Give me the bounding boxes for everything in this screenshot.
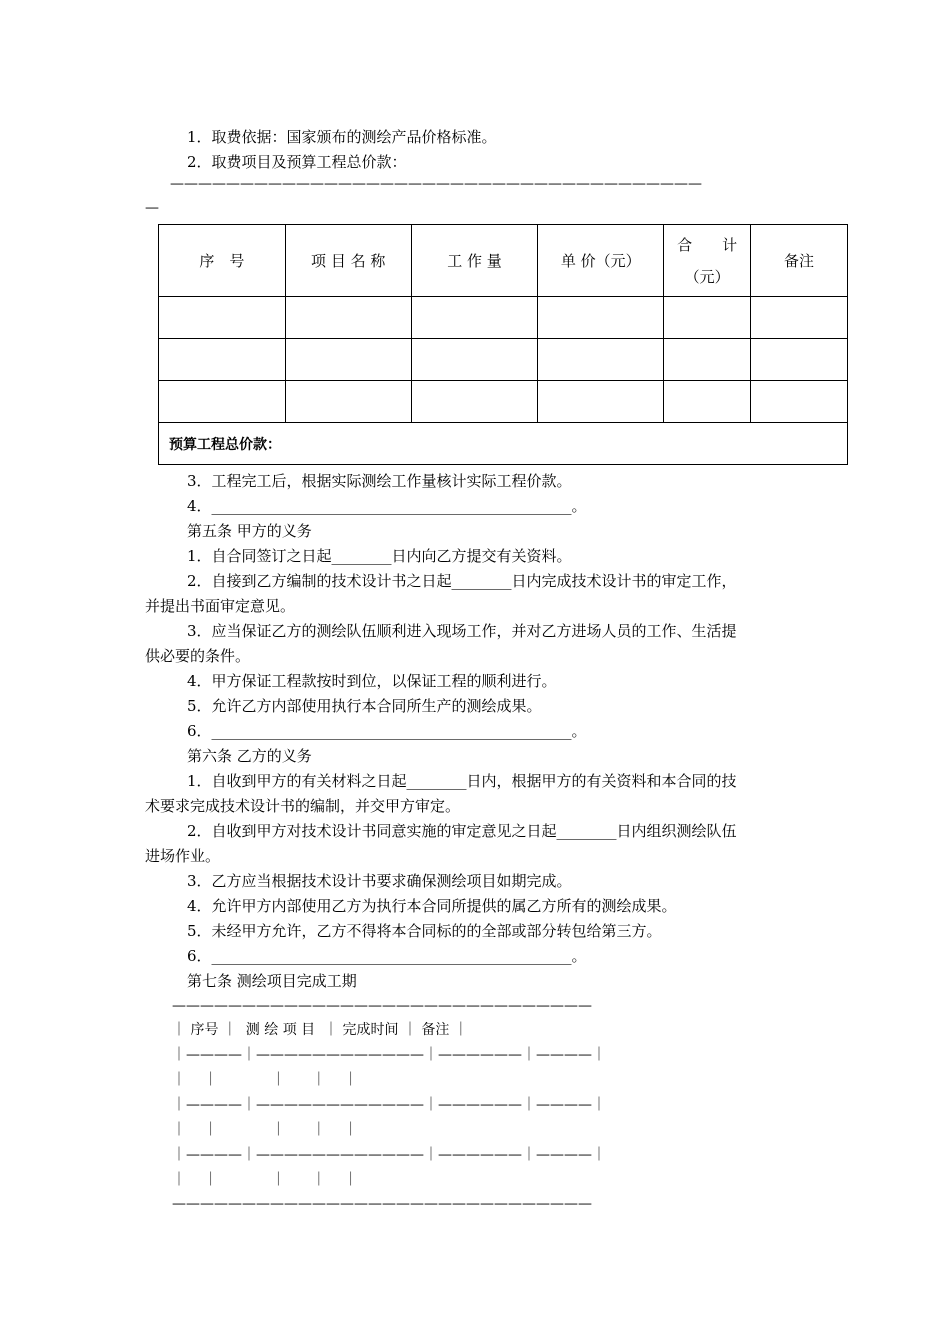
article6-item5: 5．未经甲方允许，乙方不得将本合同标的的全部或部分转包给第三方。 (187, 922, 662, 940)
article5-item2-cont: 并提出书面审定意见。 (145, 597, 296, 615)
article5-item4: 4．甲方保证工程款按时到位，以保证工程的顺利进行。 (187, 672, 557, 690)
table-cell (411, 381, 538, 423)
fee-table-header-row (159, 225, 848, 297)
fee-items-text: 2．取费项目及预算工程总价款： (187, 153, 407, 171)
table-cell (664, 381, 751, 423)
article5-item3: 3．应当保证乙方的测绘队伍顺利进入现场工作，并对乙方进场人员的工作、生活提 (187, 622, 737, 640)
table-row (159, 381, 848, 423)
article6-item2: 2．自收到甲方对技术设计书同意实施的审定意见之日起________日内组织测绘队伍 (187, 822, 737, 840)
table-cell (411, 297, 538, 339)
table-cell (664, 339, 751, 381)
fee-basis-text: 1．取费依据：国家颁布的测绘产品价格标准。 (187, 128, 497, 146)
schedule-row-separator: ｜————｜————————————｜——————｜————｜ (172, 1047, 606, 1063)
article6-item6: 6．________________________________________________。 (187, 947, 587, 965)
article6-item1-cont: 术要求完成技术设计书的编制，并交甲方审定。 (145, 797, 461, 815)
schedule-row: ｜ ｜ ｜ ｜ ｜ (172, 1172, 358, 1188)
col-header-workload: 工 作 量 (411, 225, 538, 297)
table-cell (751, 297, 848, 339)
actual-price-text: 3．工程完工后，根据实际测绘工作量核计实际工程价款。 (187, 472, 572, 490)
article6-item1: 1．自收到甲方的有关材料之日起________日内，根据甲方的有关资料和本合同的技 (187, 772, 737, 790)
col-header-item-name: 项 目 名 称 (285, 225, 411, 297)
schedule-row: ｜ ｜ ｜ ｜ ｜ (172, 1072, 358, 1088)
article6-item2-cont: 进场作业。 (145, 847, 221, 865)
table-cell (538, 297, 664, 339)
table-row (159, 339, 848, 381)
dash-separator: —————————————————————————————————————— (170, 176, 702, 192)
schedule-row-separator: ｜————｜————————————｜——————｜————｜ (172, 1097, 606, 1113)
table-cell (159, 381, 286, 423)
table-cell (159, 339, 286, 381)
dash-separator-tail: — (145, 200, 159, 216)
table-cell (159, 297, 286, 339)
article5-item2: 2．自接到乙方编制的技术设计书之日起________日内完成技术设计书的审定工作， (187, 572, 737, 590)
table-cell (664, 297, 751, 339)
col-header-index: 序 号 (159, 225, 286, 297)
schedule-border-top: —————————————————————————————— (172, 998, 592, 1014)
col-header-remarks: 备注 (751, 225, 848, 297)
article5-item3-cont: 供必要的条件。 (145, 647, 251, 665)
article6-item4: 4．允许甲方内部使用乙方为执行本合同所提供的属乙方所有的测绘成果。 (187, 897, 677, 915)
schedule-header-row: ｜ 序号 ｜ 测 绘 项 目 ｜ 完成时间 ｜ 备注 ｜ (172, 1022, 468, 1038)
col-header-subtotal (664, 225, 751, 297)
table-cell (751, 381, 848, 423)
col-header-unit-price: 单 价（元） (538, 225, 664, 297)
table-cell (285, 381, 411, 423)
schedule-row-separator: ｜————｜————————————｜——————｜————｜ (172, 1147, 606, 1163)
article5-title: 第五条 甲方的义务 (187, 522, 312, 540)
table-cell (538, 381, 664, 423)
col-header-subtotal-line2: （元） (684, 267, 730, 286)
table-cell (538, 339, 664, 381)
fee-table-total-row (159, 423, 848, 465)
blank-item-4: 4．________________________________________________。 (187, 497, 587, 515)
table-cell (285, 339, 411, 381)
article7-title: 第七条 测绘项目完成工期 (187, 972, 357, 990)
article6-item3: 3．乙方应当根据技术设计书要求确保测绘项目如期完成。 (187, 872, 572, 890)
table-row (159, 297, 848, 339)
article5-item6: 6．________________________________________________。 (187, 722, 587, 740)
total-price-label: 预算工程总价款： (159, 423, 848, 465)
col-header-subtotal-line1: 合 计 (677, 235, 738, 254)
table-cell (411, 339, 538, 381)
article5-item1: 1．自合同签订之日起________日内向乙方提交有关资料。 (187, 547, 572, 565)
schedule-border-bottom: —————————————————————————————— (172, 1196, 592, 1212)
table-cell (285, 297, 411, 339)
table-cell (751, 339, 848, 381)
article5-item5: 5．允许乙方内部使用执行本合同所生产的测绘成果。 (187, 697, 542, 715)
schedule-row: ｜ ｜ ｜ ｜ ｜ (172, 1122, 358, 1138)
article6-title: 第六条 乙方的义务 (187, 747, 312, 765)
fee-table (158, 224, 848, 465)
